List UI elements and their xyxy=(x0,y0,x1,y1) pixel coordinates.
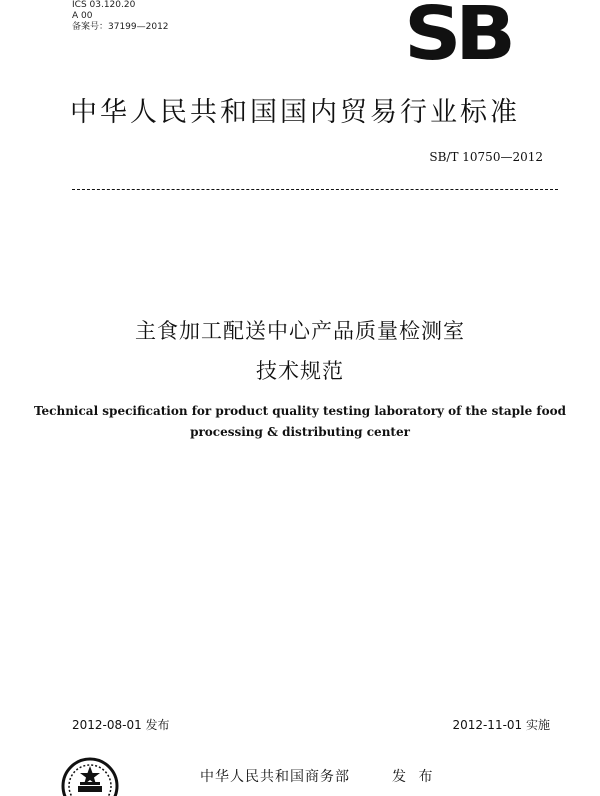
title-cn-line1: 主食加工配送中心产品质量检测室 xyxy=(135,319,465,343)
category-code: A 00 xyxy=(72,11,93,21)
implementation-date: 2012-11-01 实施 xyxy=(452,718,550,732)
record-number: 备案号：37199—2012 xyxy=(72,22,169,32)
title-cn-line2: 技术规范 xyxy=(256,359,344,383)
ministry-title: 中华人民共和国国内贸易行业标准 xyxy=(70,97,520,128)
issuer-verb: 发 布 xyxy=(392,769,437,785)
issue-date: 2012-08-01 发布 xyxy=(72,718,170,732)
sb-logo: SB xyxy=(404,0,510,77)
issuer-name: 中华人民共和国商务部 xyxy=(200,769,350,785)
title-en-line2: processing & distributing center xyxy=(190,425,410,439)
header-divider xyxy=(72,189,558,190)
document-metadata xyxy=(72,0,169,33)
ics-code: ICS 03.120.20 xyxy=(72,0,136,10)
national-emblem-icon xyxy=(60,756,120,796)
standard-number: SB/T 10750—2012 xyxy=(429,150,543,164)
title-en-line1: Technical specification for product quality testing laboratory of the staple food xyxy=(33,404,566,418)
